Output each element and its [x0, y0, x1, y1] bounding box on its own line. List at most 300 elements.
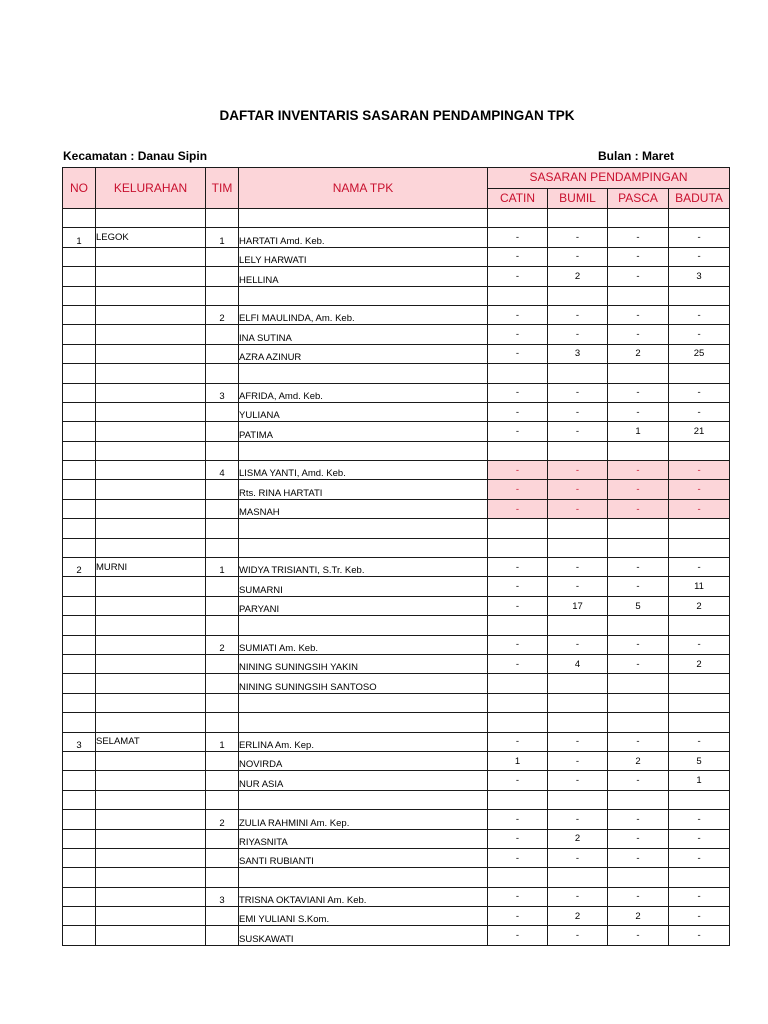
table-row	[63, 558, 730, 577]
cell-bumil: -	[548, 848, 608, 867]
cell-nama-tpk	[239, 441, 488, 460]
cell-kelurahan: MURNI	[96, 558, 206, 577]
header-no: NO	[63, 168, 96, 209]
cell-nama-tpk	[239, 790, 488, 809]
cell-no	[63, 713, 96, 732]
cell-bumil	[548, 519, 608, 538]
header-catin: CATIN	[488, 188, 548, 209]
cell-pasca	[608, 674, 669, 693]
cell-nama-tpk	[239, 616, 488, 635]
cell-tim	[206, 616, 239, 635]
cell-no	[63, 693, 96, 712]
table-row	[63, 848, 730, 867]
cell-no: 3	[63, 732, 96, 751]
table-row	[63, 693, 730, 712]
cell-catin	[488, 209, 548, 228]
cell-nama-tpk: MASNAH	[239, 499, 488, 518]
cell-nama-tpk: EMI YULIANI S.Kom.	[239, 907, 488, 926]
cell-baduta: -	[669, 383, 730, 402]
cell-bumil: -	[548, 228, 608, 247]
cell-no	[63, 926, 96, 945]
header-nama-tpk: NAMA TPK	[239, 168, 488, 209]
cell-nama-tpk: PATIMA	[239, 422, 488, 441]
cell-bumil: 17	[548, 596, 608, 615]
cell-bumil: -	[548, 887, 608, 906]
cell-baduta: 2	[669, 654, 730, 673]
table-body	[63, 209, 730, 946]
table-row	[63, 344, 730, 363]
cell-baduta	[669, 286, 730, 305]
table-row	[63, 286, 730, 305]
cell-nama-tpk	[239, 519, 488, 538]
cell-pasca: -	[608, 247, 669, 266]
cell-bumil: -	[548, 926, 608, 945]
cell-nama-tpk: HARTATI Amd. Keb.	[239, 228, 488, 247]
cell-no	[63, 616, 96, 635]
cell-pasca: -	[608, 325, 669, 344]
cell-tim: 1	[206, 558, 239, 577]
cell-baduta	[669, 538, 730, 557]
table-row	[63, 596, 730, 615]
cell-pasca: -	[608, 771, 669, 790]
cell-bumil: -	[548, 810, 608, 829]
cell-bumil	[548, 693, 608, 712]
cell-pasca: -	[608, 558, 669, 577]
cell-baduta: 3	[669, 267, 730, 286]
cell-nama-tpk	[239, 286, 488, 305]
cell-baduta: -	[669, 848, 730, 867]
cell-nama-tpk	[239, 209, 488, 228]
cell-baduta: -	[669, 402, 730, 421]
cell-catin: -	[488, 558, 548, 577]
cell-nama-tpk	[239, 713, 488, 732]
cell-nama-tpk: NOVIRDA	[239, 751, 488, 770]
cell-catin	[488, 868, 548, 887]
cell-catin: -	[488, 228, 548, 247]
cell-bumil: -	[548, 499, 608, 518]
cell-bumil: -	[548, 422, 608, 441]
cell-kelurahan	[96, 596, 206, 615]
cell-bumil	[548, 286, 608, 305]
cell-nama-tpk	[239, 868, 488, 887]
cell-pasca: -	[608, 480, 669, 499]
cell-catin: -	[488, 344, 548, 363]
cell-pasca: -	[608, 305, 669, 324]
cell-no	[63, 771, 96, 790]
cell-nama-tpk	[239, 538, 488, 557]
cell-bumil: -	[548, 305, 608, 324]
cell-bumil	[548, 441, 608, 460]
cell-baduta	[669, 713, 730, 732]
cell-nama-tpk: ERLINA Am. Kep.	[239, 732, 488, 751]
cell-baduta: -	[669, 926, 730, 945]
table-row	[63, 305, 730, 324]
table-row	[63, 810, 730, 829]
cell-baduta: -	[669, 887, 730, 906]
cell-baduta	[669, 616, 730, 635]
cell-baduta: -	[669, 228, 730, 247]
cell-catin: -	[488, 325, 548, 344]
cell-baduta: 25	[669, 344, 730, 363]
cell-kelurahan	[96, 325, 206, 344]
table-row	[63, 422, 730, 441]
cell-nama-tpk: SUMIATI Am. Keb.	[239, 635, 488, 654]
cell-catin: -	[488, 422, 548, 441]
table-row	[63, 771, 730, 790]
cell-tim	[206, 868, 239, 887]
cell-tim: 2	[206, 635, 239, 654]
cell-kelurahan	[96, 751, 206, 770]
cell-no	[63, 635, 96, 654]
cell-catin	[488, 286, 548, 305]
cell-catin: -	[488, 635, 548, 654]
cell-baduta	[669, 519, 730, 538]
cell-tim	[206, 422, 239, 441]
cell-nama-tpk	[239, 364, 488, 383]
cell-pasca: 1	[608, 422, 669, 441]
table-row	[63, 635, 730, 654]
cell-bumil	[548, 674, 608, 693]
cell-bumil	[548, 868, 608, 887]
cell-kelurahan	[96, 538, 206, 557]
cell-bumil: 3	[548, 344, 608, 363]
cell-bumil	[548, 616, 608, 635]
cell-pasca	[608, 538, 669, 557]
cell-catin	[488, 616, 548, 635]
cell-bumil: -	[548, 558, 608, 577]
cell-catin: -	[488, 247, 548, 266]
cell-tim	[206, 790, 239, 809]
cell-catin	[488, 790, 548, 809]
cell-catin: -	[488, 461, 548, 480]
cell-kelurahan	[96, 480, 206, 499]
cell-nama-tpk: YULIANA	[239, 402, 488, 421]
cell-bumil: -	[548, 771, 608, 790]
cell-nama-tpk: WIDYA TRISIANTI, S.Tr. Keb.	[239, 558, 488, 577]
cell-pasca: 2	[608, 751, 669, 770]
cell-catin: -	[488, 829, 548, 848]
cell-kelurahan	[96, 344, 206, 363]
header-kelurahan: KELURAHAN	[96, 168, 206, 209]
cell-tim	[206, 499, 239, 518]
cell-no	[63, 868, 96, 887]
cell-baduta: -	[669, 305, 730, 324]
table-row	[63, 441, 730, 460]
cell-no	[63, 499, 96, 518]
cell-catin: -	[488, 907, 548, 926]
cell-catin	[488, 693, 548, 712]
cell-kelurahan	[96, 693, 206, 712]
cell-baduta: 11	[669, 577, 730, 596]
cell-kelurahan	[96, 674, 206, 693]
cell-tim	[206, 267, 239, 286]
cell-no	[63, 344, 96, 363]
cell-no	[63, 383, 96, 402]
header-bumil: BUMIL	[548, 188, 608, 209]
cell-tim	[206, 654, 239, 673]
document-title: DAFTAR INVENTARIS SASARAN PENDAMPINGAN TPK	[219, 108, 575, 123]
cell-nama-tpk: TRISNA OKTAVIANI Am. Keb.	[239, 887, 488, 906]
table-row	[63, 674, 730, 693]
cell-kelurahan	[96, 305, 206, 324]
cell-pasca	[608, 441, 669, 460]
cell-baduta: -	[669, 558, 730, 577]
cell-catin	[488, 441, 548, 460]
cell-kelurahan	[96, 247, 206, 266]
cell-kelurahan	[96, 810, 206, 829]
cell-kelurahan	[96, 829, 206, 848]
cell-tim	[206, 538, 239, 557]
cell-nama-tpk: ZULIA RAHMINI Am. Kep.	[239, 810, 488, 829]
cell-no	[63, 480, 96, 499]
cell-kelurahan	[96, 402, 206, 421]
cell-kelurahan	[96, 790, 206, 809]
cell-tim	[206, 848, 239, 867]
cell-kelurahan	[96, 267, 206, 286]
cell-bumil: -	[548, 402, 608, 421]
cell-no	[63, 538, 96, 557]
cell-tim: 2	[206, 305, 239, 324]
cell-bumil: -	[548, 325, 608, 344]
cell-catin	[488, 519, 548, 538]
cell-baduta: -	[669, 907, 730, 926]
cell-tim	[206, 344, 239, 363]
cell-bumil	[548, 538, 608, 557]
table-row	[63, 616, 730, 635]
cell-no	[63, 674, 96, 693]
cell-kelurahan	[96, 383, 206, 402]
cell-baduta	[669, 209, 730, 228]
table-row	[63, 519, 730, 538]
cell-catin: -	[488, 810, 548, 829]
cell-tim	[206, 402, 239, 421]
table-row	[63, 325, 730, 344]
cell-catin: -	[488, 305, 548, 324]
cell-pasca: -	[608, 267, 669, 286]
cell-tim	[206, 829, 239, 848]
cell-no	[63, 751, 96, 770]
cell-bumil	[548, 364, 608, 383]
cell-kelurahan	[96, 209, 206, 228]
cell-catin: -	[488, 383, 548, 402]
cell-baduta: 1	[669, 771, 730, 790]
cell-tim	[206, 713, 239, 732]
cell-baduta: 21	[669, 422, 730, 441]
cell-catin: -	[488, 267, 548, 286]
cell-no	[63, 267, 96, 286]
cell-tim	[206, 364, 239, 383]
cell-tim	[206, 480, 239, 499]
cell-tim	[206, 771, 239, 790]
cell-tim: 3	[206, 887, 239, 906]
cell-bumil: -	[548, 751, 608, 770]
cell-bumil: 2	[548, 907, 608, 926]
cell-pasca: -	[608, 926, 669, 945]
cell-kelurahan	[96, 577, 206, 596]
cell-catin: -	[488, 654, 548, 673]
table-row	[63, 751, 730, 770]
cell-catin: -	[488, 596, 548, 615]
cell-nama-tpk: LELY HARWATI	[239, 247, 488, 266]
table-row	[63, 654, 730, 673]
cell-baduta	[669, 790, 730, 809]
table-row	[63, 907, 730, 926]
table-row	[63, 461, 730, 480]
cell-baduta: -	[669, 461, 730, 480]
cell-kelurahan	[96, 635, 206, 654]
cell-tim	[206, 926, 239, 945]
cell-tim	[206, 693, 239, 712]
cell-baduta: -	[669, 810, 730, 829]
cell-baduta: 2	[669, 596, 730, 615]
cell-pasca	[608, 868, 669, 887]
cell-no	[63, 209, 96, 228]
cell-nama-tpk: SUSKAWATI	[239, 926, 488, 945]
cell-no	[63, 441, 96, 460]
cell-tim: 1	[206, 732, 239, 751]
table-row	[63, 383, 730, 402]
header-tim: TIM	[206, 168, 239, 209]
cell-baduta: 5	[669, 751, 730, 770]
header-pasca: PASCA	[608, 188, 669, 209]
cell-no	[63, 519, 96, 538]
cell-nama-tpk: AZRA AZINUR	[239, 344, 488, 363]
cell-no	[63, 461, 96, 480]
cell-tim	[206, 674, 239, 693]
cell-pasca	[608, 713, 669, 732]
cell-nama-tpk: INA SUTINA	[239, 325, 488, 344]
cell-catin: -	[488, 499, 548, 518]
cell-kelurahan	[96, 499, 206, 518]
cell-bumil: 2	[548, 267, 608, 286]
cell-kelurahan	[96, 461, 206, 480]
header-sasaran-pendampingan: SASARAN PENDAMPINGAN	[488, 168, 730, 189]
table-row	[63, 499, 730, 518]
cell-no	[63, 654, 96, 673]
cell-tim: 3	[206, 383, 239, 402]
cell-tim	[206, 751, 239, 770]
table-row	[63, 480, 730, 499]
cell-pasca: -	[608, 635, 669, 654]
cell-kelurahan	[96, 286, 206, 305]
cell-pasca: -	[608, 887, 669, 906]
cell-nama-tpk: NUR ASIA	[239, 771, 488, 790]
cell-no	[63, 596, 96, 615]
cell-baduta: -	[669, 732, 730, 751]
cell-kelurahan	[96, 887, 206, 906]
cell-pasca: -	[608, 732, 669, 751]
cell-catin: -	[488, 848, 548, 867]
cell-kelurahan	[96, 868, 206, 887]
table-row	[63, 402, 730, 421]
cell-baduta	[669, 441, 730, 460]
cell-nama-tpk: Rts. RINA HARTATI	[239, 480, 488, 499]
cell-pasca	[608, 209, 669, 228]
cell-bumil: -	[548, 577, 608, 596]
cell-nama-tpk: PARYANI	[239, 596, 488, 615]
cell-bumil: -	[548, 461, 608, 480]
cell-pasca: 2	[608, 344, 669, 363]
cell-catin: 1	[488, 751, 548, 770]
cell-kelurahan	[96, 364, 206, 383]
cell-pasca: -	[608, 228, 669, 247]
cell-no	[63, 790, 96, 809]
inventory-table	[62, 167, 730, 946]
cell-no: 1	[63, 228, 96, 247]
cell-pasca	[608, 519, 669, 538]
cell-no	[63, 325, 96, 344]
cell-tim	[206, 596, 239, 615]
cell-bumil	[548, 790, 608, 809]
cell-baduta: -	[669, 829, 730, 848]
cell-nama-tpk: ELFI MAULINDA, Am. Keb.	[239, 305, 488, 324]
cell-kelurahan	[96, 654, 206, 673]
table-row	[63, 868, 730, 887]
cell-nama-tpk: SUMARNI	[239, 577, 488, 596]
cell-pasca: 5	[608, 596, 669, 615]
cell-no: 2	[63, 558, 96, 577]
cell-tim	[206, 441, 239, 460]
cell-no	[63, 286, 96, 305]
cell-catin	[488, 364, 548, 383]
cell-catin: -	[488, 480, 548, 499]
cell-bumil: -	[548, 383, 608, 402]
cell-pasca	[608, 790, 669, 809]
table-row	[63, 538, 730, 557]
cell-tim	[206, 209, 239, 228]
cell-pasca	[608, 364, 669, 383]
cell-kelurahan	[96, 771, 206, 790]
table-row	[63, 926, 730, 945]
cell-bumil: -	[548, 732, 608, 751]
cell-pasca	[608, 616, 669, 635]
cell-catin	[488, 538, 548, 557]
cell-kelurahan	[96, 422, 206, 441]
kecamatan-label: Kecamatan : Danau Sipin	[63, 149, 208, 163]
cell-pasca: -	[608, 577, 669, 596]
table-row	[63, 829, 730, 848]
cell-nama-tpk: NINING SUNINGSIH YAKIN	[239, 654, 488, 673]
cell-pasca: -	[608, 810, 669, 829]
cell-tim	[206, 577, 239, 596]
cell-tim	[206, 519, 239, 538]
table-row	[63, 577, 730, 596]
cell-baduta	[669, 693, 730, 712]
cell-nama-tpk: AFRIDA, Amd. Keb.	[239, 383, 488, 402]
cell-baduta: -	[669, 499, 730, 518]
bulan-label: Bulan : Maret	[598, 149, 675, 163]
cell-no	[63, 364, 96, 383]
cell-bumil: -	[548, 635, 608, 654]
cell-baduta: -	[669, 635, 730, 654]
cell-tim: 4	[206, 461, 239, 480]
cell-pasca: -	[608, 383, 669, 402]
cell-baduta: -	[669, 480, 730, 499]
table-row	[63, 267, 730, 286]
header-baduta: BADUTA	[669, 188, 730, 209]
cell-kelurahan	[96, 907, 206, 926]
cell-tim	[206, 907, 239, 926]
cell-catin: -	[488, 771, 548, 790]
cell-pasca	[608, 286, 669, 305]
cell-kelurahan	[96, 713, 206, 732]
cell-baduta	[669, 674, 730, 693]
cell-nama-tpk: NINING SUNINGSIH SANTOSO	[239, 674, 488, 693]
cell-bumil	[548, 713, 608, 732]
cell-baduta: -	[669, 247, 730, 266]
cell-baduta: -	[669, 325, 730, 344]
cell-bumil: 2	[548, 829, 608, 848]
